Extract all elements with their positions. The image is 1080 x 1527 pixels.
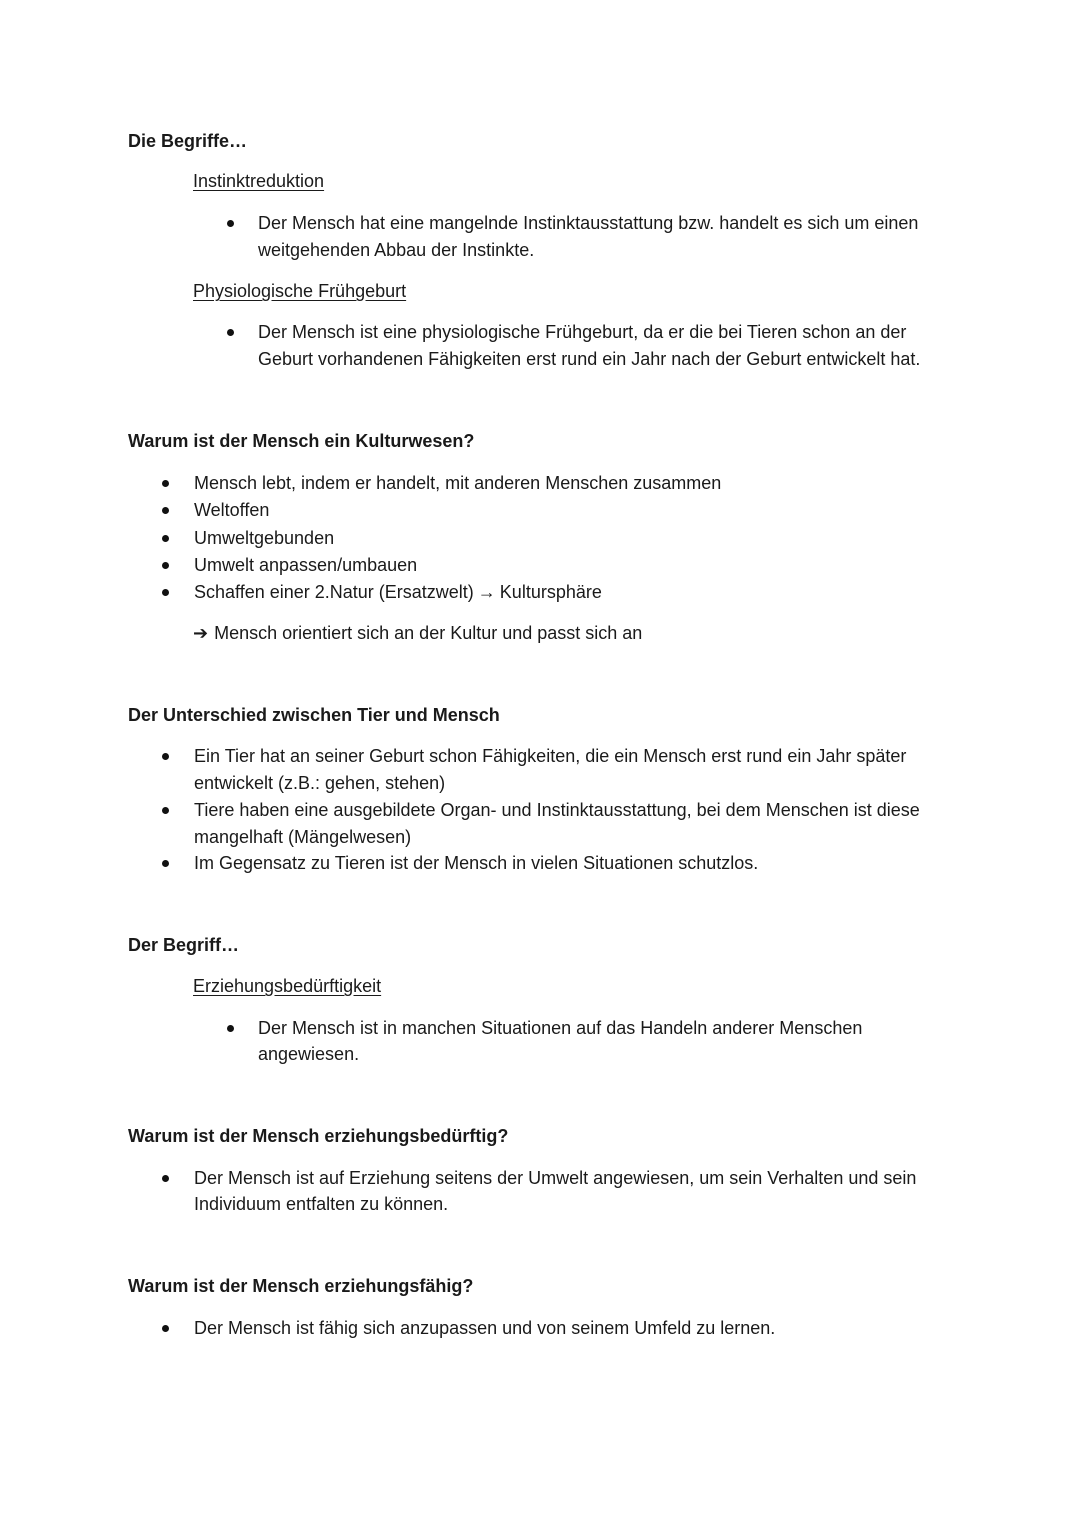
unterschied-b2-line2: mangelhaft (Mängelwesen) — [194, 827, 412, 847]
unterschied-b1-line2: entwickelt (z.B.: gehen, stehen) — [194, 773, 446, 793]
bullet-icon — [162, 1325, 169, 1332]
bullet-icon — [162, 753, 169, 760]
instinkt-text-line2: weitgehenden Abbau der Instinkte. — [258, 240, 535, 260]
begriff-text-line1: Der Mensch ist in manchen Situationen auf das Handeln anderer Menschen — [258, 1018, 863, 1038]
beduerftig-text-line2: Individuum entfalten zu können. — [194, 1194, 449, 1214]
bullet-icon — [227, 220, 234, 227]
list-item — [194, 579, 602, 605]
begriff-text-line2: angewiesen. — [258, 1044, 360, 1064]
heading-der-begriff: Der Begriff… — [128, 935, 240, 955]
heading-unterschied: Der Unterschied zwischen Tier und Mensch — [128, 705, 500, 725]
bullet-icon — [162, 589, 169, 596]
list-item-text: Schaffen einer 2.Natur (Ersatzwelt) — [194, 582, 474, 602]
conclusion-text: Mensch orientiert sich an der Kultur und passt sich an — [214, 623, 643, 643]
subheading-erziehungsbeduerftigkeit: Erziehungsbedürftigkeit — [193, 976, 382, 996]
bullet-icon — [162, 507, 169, 514]
bold-arrow-right-icon: ➔ — [193, 623, 209, 643]
list-item: Umweltgebunden — [194, 528, 335, 548]
bullet-icon — [162, 562, 169, 569]
heading-kulturwesen: Warum ist der Mensch ein Kulturwesen? — [128, 431, 475, 451]
subheading-instinktreduktion: Instinktreduktion — [193, 171, 325, 191]
list-item-text: Kultursphäre — [499, 582, 602, 602]
fruehgeburt-text-line2: Geburt vorhandenen Fähigkeiten erst rund ein Jahr nach der Geburt entwickelt hat. — [258, 349, 921, 369]
heading-erziehungsfaehig: Warum ist der Mensch erziehungsfähig? — [128, 1276, 474, 1296]
list-item: Weltoffen — [194, 500, 270, 520]
faehig-text-line1: Der Mensch ist fähig sich anzupassen und von seinem Umfeld zu lernen. — [194, 1318, 776, 1338]
arrow-right-icon: → — [477, 582, 496, 602]
unterschied-b3-line1: Im Gegensatz zu Tieren ist der Mensch in vielen Situationen schutzlos. — [194, 853, 759, 873]
bullet-icon — [162, 535, 169, 542]
unterschied-b1-line1: Ein Tier hat an seiner Geburt schon Fähigkeiten, die ein Mensch erst rund ein Jahr später — [194, 746, 907, 766]
heading-die-begriffe: Die Begriffe… — [128, 131, 248, 151]
fruehgeburt-text-line1: Der Mensch ist eine physiologische Frühgeburt, da er die bei Tieren schon an der — [258, 322, 907, 342]
subheading-physiologische-fruehgeburt: Physiologische Frühgeburt — [193, 281, 407, 301]
list-item: Umwelt anpassen/umbauen — [194, 555, 418, 575]
conclusion-line — [193, 620, 642, 646]
bullet-icon — [227, 329, 234, 336]
bullet-icon — [162, 1175, 169, 1182]
bullet-icon — [227, 1025, 234, 1032]
beduerftig-text-line1: Der Mensch ist auf Erziehung seitens der Umwelt angewiesen, um sein Verhalten und sein — [194, 1168, 917, 1188]
bullet-icon — [162, 860, 169, 867]
bullet-icon — [162, 480, 169, 487]
unterschied-b2-line1: Tiere haben eine ausgebildete Organ- und Instinktausstattung, bei dem Menschen ist diese — [194, 800, 920, 820]
heading-erziehungsbeduerftig: Warum ist der Mensch erziehungsbedürftig? — [128, 1126, 509, 1146]
bullet-icon — [162, 807, 169, 814]
instinkt-text-line1: Der Mensch hat eine mangelnde Instinktausstattung bzw. handelt es sich um einen — [258, 213, 919, 233]
list-item: Mensch lebt, indem er handelt, mit anderen Menschen zusammen — [194, 473, 722, 493]
